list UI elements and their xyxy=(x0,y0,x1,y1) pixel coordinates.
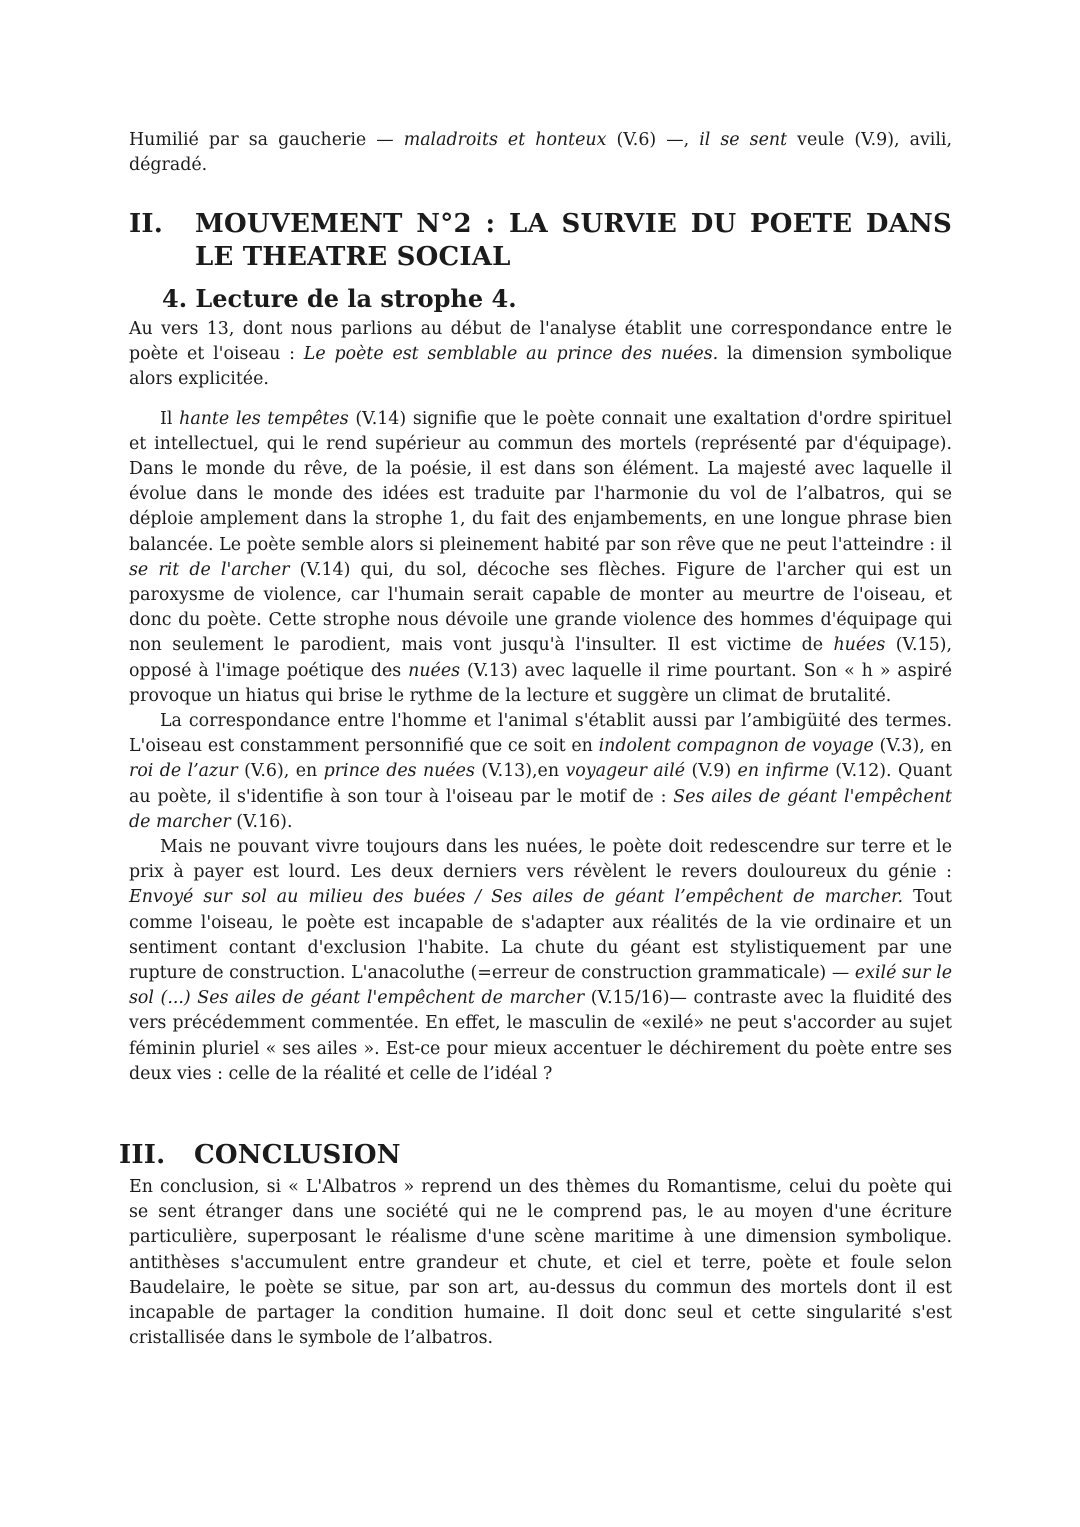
italic-quote: se rit de l'archer xyxy=(129,559,290,580)
italic-quote: prince des nuées xyxy=(323,761,475,782)
italic-quote: hante les tempêtes xyxy=(179,408,349,429)
italic-quote: nuées xyxy=(408,660,461,681)
text-run: (V.15), opposé à l'image poétique des xyxy=(129,635,952,681)
section-title: CONCLUSION xyxy=(194,1140,401,1170)
section-number: II. xyxy=(129,209,163,239)
section-heading-2 xyxy=(129,208,952,274)
text-run: Au vers 13, dont nous parlions au début de l'analyse établit une correspondance entre le poète et l'oiseau : xyxy=(129,319,952,365)
section-number: III. xyxy=(119,1140,166,1170)
conclusion-paragraph: En conclusion, si « L'Albatros » reprend un des thèmes du Romantisme, celui du poète qui se sent étranger dans une société qui ne le comprend pas, le au moyen d'une écriture particulière, superposant le réalisme d'une scène maritime à une dimension symbolique. antithèses s'accumulent entre grandeur et chute, et ciel et terre, poète et foule selon Baudelaire, le poète se situe, par son art, au-dessus du commun des mortels dont il est incapable de partager la condition humaine. Il doit donc seul et cette singularité s'est cristallisée dans le symbole de l’albatros. xyxy=(129,1177,952,1349)
text-run: (V.13),en xyxy=(474,761,566,782)
text-run: (V.14) qui, du sol, décoche ses flèches. Figure de l'archer qui est un paroxysme de violence, car l'humain serait capable de monter au meurtre de l'oiseau, et donc du poète. Cette strophe nous dévoile une grande violence des hommes d'équipage qui non seulement le parodient, mais vont jusqu'à l'insulter. Il est victime de xyxy=(129,559,952,656)
text-run: (V.14) signifie que le poète connait une exaltation d'ordre spirituel et intellectuel, qui le rend supérieur au commun des mortels (représenté par d'équipage). Dans le monde du rêve, de la poésie, il est dans son élément. La majesté avec laquelle il évolue dans le monde des idées est traduite par l'harmonie du vol de l’albatros, qui se déploie amplement dans la strophe 1, du fait des enjambements, en une longue phrase bien balancée. Le poète semble alors si pleinement habité par son rêve que ne peut l'atteindre : il xyxy=(129,408,952,555)
italic-quote: Ses ailes de géant l'empêchent de marcher xyxy=(129,786,952,832)
text-run: (V.15/16)— contraste avec la fluidité des vers précédemment commentée. En effet, le masculin de «exilé» ne peut s'accorder au sujet féminin pluriel « ses ailes ». Est-ce pour mieux accentuer le déchirement du poète entre ses deux vies : celle de la réalité et celle de l’idéal ? xyxy=(129,988,952,1084)
paragraph-4 xyxy=(129,835,952,1087)
text-run: la dimension symbolique alors explicitée. xyxy=(129,344,952,390)
analysis-body xyxy=(129,317,952,1087)
text-run: Il xyxy=(160,408,180,429)
text-run: (V.13) avec laquelle il rime pourtant. Son « h » aspiré provoque un hiatus qui brise le rythme de la lecture et suggère un climat de brutalité. xyxy=(129,660,952,706)
text-run: Mais ne pouvant vivre toujours dans les nuées, le poète doit redescendre sur terre et le prix à payer est lourd. Les deux derniers vers révèlent le revers douloureux du génie : xyxy=(129,837,952,883)
subsection-heading: 4. Lecture de la strophe 4. xyxy=(162,284,517,313)
paragraph-3 xyxy=(129,709,952,835)
paragraph-2 xyxy=(129,407,952,709)
text-run: (V.6), en xyxy=(237,761,324,782)
section-heading-3 xyxy=(119,1139,952,1172)
text-run: veule (V.9), avili, dégradé. xyxy=(129,130,953,176)
italic-quote: roi de l’azur xyxy=(129,761,238,782)
conclusion-body xyxy=(129,1175,952,1351)
document-page xyxy=(119,128,953,1349)
text-run: Humilié par sa gaucherie — xyxy=(129,130,404,150)
text-run: Tout comme l'oiseau, le poète est incapable de s'adapter aux réalités de la vie ordinaire et un sentiment contant d'exclusion l'habite. La chute du géant est stylistiquement par une rupture de construction. L'anacoluthe (=erreur de construction grammaticale) — xyxy=(129,887,952,984)
section-title: MOUVEMENT N°2 : LA SURVIE DU POETE DANS LE THEATRE SOCIAL xyxy=(195,209,952,272)
italic-quote: indolent compagnon de voyage xyxy=(598,736,874,757)
italic-quote: maladroits et honteux xyxy=(403,130,607,150)
italic-quote: en infirme xyxy=(737,761,829,782)
italic-quote: huées xyxy=(833,635,886,656)
italic-quote: Envoyé sur sol au milieu des buées / Ses ailes de géant l’empêchent de marcher. xyxy=(129,887,904,908)
text-run: (V.9) xyxy=(685,761,738,782)
italic-quote: voyageur ailé xyxy=(565,761,686,782)
italic-quote: exilé sur le sol (...) Ses ailes de géant l'empêchent de marcher xyxy=(129,963,952,1009)
intro-paragraph xyxy=(129,128,952,178)
text-run: (V.6) —, xyxy=(606,130,700,150)
text-run: (V.12). Quant au poète, il s'identifie à son tour à l'oiseau par le motif de : xyxy=(129,761,952,807)
italic-quote: Le poète est semblable au prince des nuées. xyxy=(303,344,719,365)
italic-quote: il se sent xyxy=(699,130,788,150)
text-run: (V.16). xyxy=(230,811,293,832)
text-run: (V.3), en xyxy=(873,736,952,757)
paragraph-1 xyxy=(129,317,952,393)
text-run: La correspondance entre l'homme et l'animal s'établit aussi par l’ambigüité des termes. L'oiseau est constamment personnifié que ce soit en xyxy=(129,711,952,757)
